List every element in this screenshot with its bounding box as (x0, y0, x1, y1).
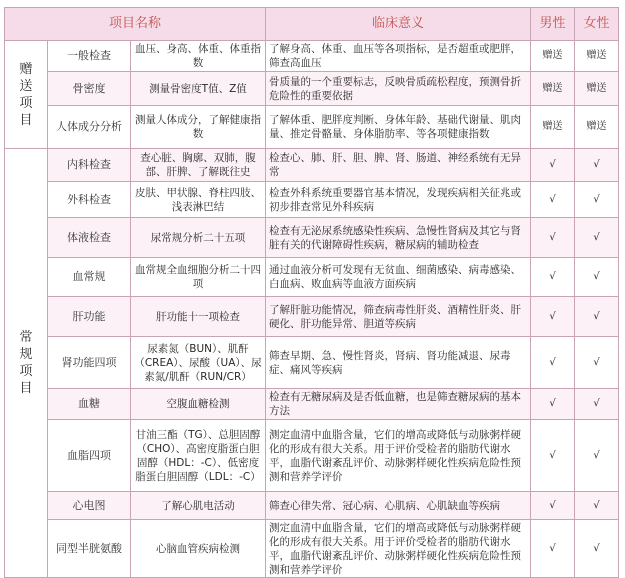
row-name: 血糖 (48, 389, 131, 420)
row-item: 血常规全血细胞分析二十四项 (131, 258, 266, 297)
table-row (5, 389, 619, 420)
row-meaning: 测定血清中血脂含量，它们的增高或降低与动脉粥样硬化的形成有很大关系。用于评价受检者的脂肪代谢水平，血脂代谢紊乱评价、动脉粥样硬化性疾病危险性预测和营养学评价 (266, 520, 531, 578)
table-row (5, 41, 619, 72)
row-male: √ (531, 258, 575, 297)
row-name: 一般检查 (48, 41, 131, 72)
row-male: √ (531, 492, 575, 520)
table-row (5, 72, 619, 106)
row-name: 体液检查 (48, 218, 131, 258)
row-male: √ (531, 389, 575, 420)
row-item: 肝功能十一项检查 (131, 297, 266, 337)
row-female: √ (575, 218, 619, 258)
row-name: 肾功能四项 (48, 337, 131, 389)
row-female: 赠送 (575, 41, 619, 72)
table-row (5, 337, 619, 389)
row-meaning: 了解肝脏功能情况，筛查病毒性肝炎、酒精性肝炎、肝硬化、肝功能异常、胆道等疾病 (266, 297, 531, 337)
row-male: 赠送 (531, 72, 575, 106)
table-row (5, 297, 619, 337)
row-name: 肝功能 (48, 297, 131, 337)
row-item: 测量人体成分，了解健康指数 (131, 106, 266, 149)
row-item: 皮肤、甲状腺、脊柱四肢、浅表淋巴结 (131, 182, 266, 218)
table-row (5, 492, 619, 520)
row-male: √ (531, 420, 575, 492)
row-male: √ (531, 218, 575, 258)
row-item: 血压、身高、体重、体重指数 (131, 41, 266, 72)
table-row (5, 182, 619, 218)
checkup-table (4, 7, 619, 578)
table-row (5, 106, 619, 149)
category-routine: 常规项目 (5, 149, 48, 578)
row-name: 骨密度 (48, 72, 131, 106)
category-gift: 赠送项目 (5, 41, 48, 149)
row-male: 赠送 (531, 41, 575, 72)
row-name: 内科检查 (48, 149, 131, 182)
row-meaning: 了解体重、肥胖度判断、身体年龄、基础代谢量、肌肉量、推定骨骼量、身体脂肪率、等各项健康指数 (266, 106, 531, 149)
row-item: 测量骨密度T值、Z值 (131, 72, 266, 106)
row-female: √ (575, 520, 619, 578)
row-item: 尿素氮（BUN）、肌酐（CREA）、尿酸（UA）、尿素氮/肌酐（RUN/CR） (131, 337, 266, 389)
row-female: √ (575, 149, 619, 182)
row-name: 人体成分分析 (48, 106, 131, 149)
row-item: 查心脏、胸廓、双肺，腹部、肝脾、了解既往史 (131, 149, 266, 182)
row-meaning: 检查心、肺、肝、胆、脾、肾、肠道、神经系统有无异常 (266, 149, 531, 182)
row-male: √ (531, 182, 575, 218)
table-row (5, 420, 619, 492)
row-meaning: 检查外科系统重要器官基本情况，发现疾病相关征兆或初步排查常见外科疾病 (266, 182, 531, 218)
header-item: 项目名称 (5, 8, 266, 41)
row-meaning: 通过血液分析可发现有无贫血、细菌感染、病毒感染、白血病、败血病等血液方面疾病 (266, 258, 531, 297)
row-female: √ (575, 337, 619, 389)
row-meaning: 了解身高、体重、血压等各项指标，是否超重或肥胖，筛查高血压 (266, 41, 531, 72)
row-name: 血脂四项 (48, 420, 131, 492)
row-meaning: 检查有无糖尿病及是否低血糖，也是筛查糖尿病的基本方法 (266, 389, 531, 420)
header-meaning: 临床意义 (266, 8, 531, 41)
header-male: 男性 (531, 8, 575, 41)
row-female: √ (575, 258, 619, 297)
header-row (5, 8, 619, 41)
row-female: 赠送 (575, 106, 619, 149)
row-meaning: 骨质量的一个重要标志，反映骨质疏松程度，预测骨折危险性的重要依据 (266, 72, 531, 106)
row-name: 血常规 (48, 258, 131, 297)
row-meaning: 测定血清中血脂含量，它们的增高或降低与动脉粥样硬化的形成有很大关系。用于评价受检者的脂肪代谢水平，血脂代谢紊乱评价、动脉粥样硬化性疾病危险性预测和营养学评价 (266, 420, 531, 492)
table-row (5, 258, 619, 297)
row-male: √ (531, 297, 575, 337)
row-male: √ (531, 149, 575, 182)
table-row (5, 520, 619, 578)
row-item: 尿常规分析二十五项 (131, 218, 266, 258)
table-row (5, 149, 619, 182)
row-female: 赠送 (575, 72, 619, 106)
row-male: √ (531, 520, 575, 578)
row-male: 赠送 (531, 106, 575, 149)
row-meaning: 筛查早期、急、慢性肾炎，肾病、肾功能减退、尿毒症、痛风等疾病 (266, 337, 531, 389)
row-item: 空腹血糖检测 (131, 389, 266, 420)
row-female: √ (575, 182, 619, 218)
row-female: √ (575, 492, 619, 520)
row-female: √ (575, 297, 619, 337)
row-item: 甘油三酯（TG）、总胆固醇（CHO）、高密度脂蛋白胆固醇（HDL：-C）、低密度脂蛋白胆固醇（LDL：-C） (131, 420, 266, 492)
row-name: 心电图 (48, 492, 131, 520)
row-female: √ (575, 420, 619, 492)
row-male: √ (531, 337, 575, 389)
row-item: 了解心肌电活动 (131, 492, 266, 520)
row-name: 同型半胱氨酸 (48, 520, 131, 578)
row-name: 外科检查 (48, 182, 131, 218)
row-meaning: 检查有无泌尿系统感染性疾病、急慢性肾病及其它与肾脏有关的代谢障碍性疾病，糖尿病的辅助检查 (266, 218, 531, 258)
header-female: 女性 (575, 8, 619, 41)
row-female: √ (575, 389, 619, 420)
row-meaning: 筛查心律失常、冠心病、心肌病、心肌缺血等疾病 (266, 492, 531, 520)
table-row (5, 218, 619, 258)
row-item: 心脑血管疾病检测 (131, 520, 266, 578)
